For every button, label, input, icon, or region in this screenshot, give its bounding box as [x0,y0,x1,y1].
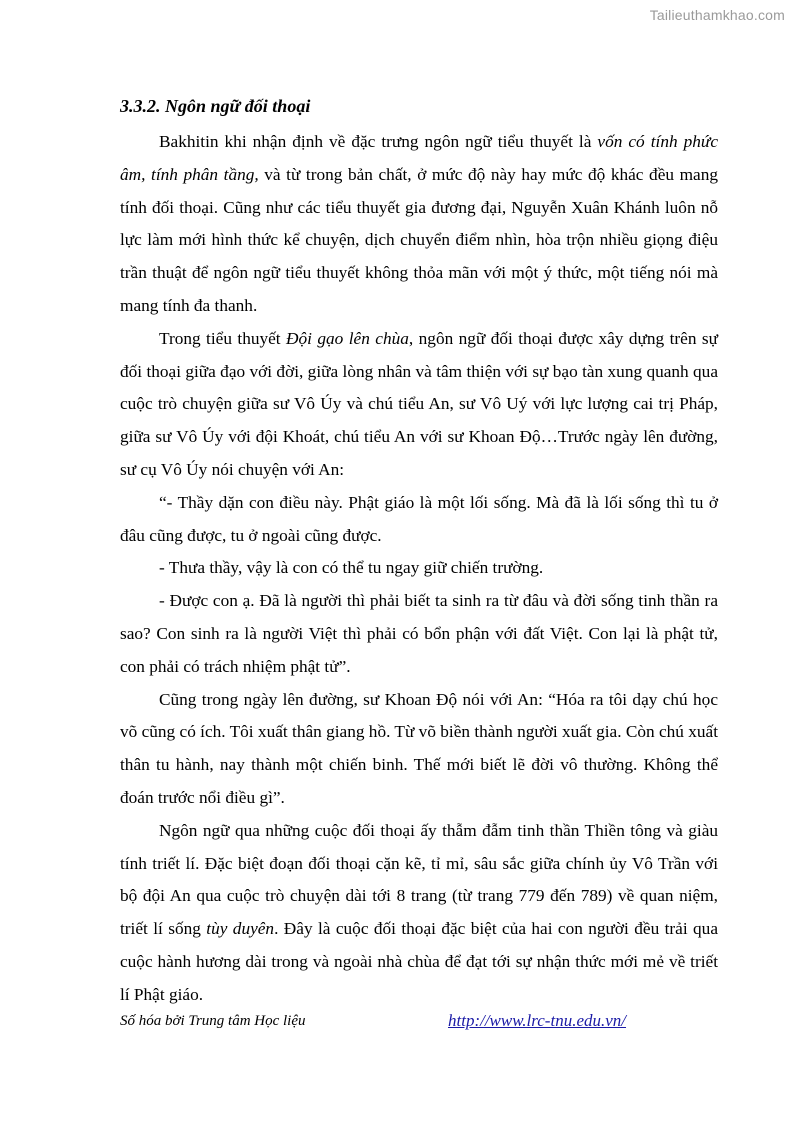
paragraph [120,552,718,585]
page-footer [120,1013,720,1035]
paragraph [120,815,718,1012]
paragraph [120,323,718,487]
text-run: - Được con ạ. Đã là người thì phải biết ta sinh ra từ đâu và đời sống tinh thần ra sao? Con sinh ra là người Việt thì phải có bổn phận với đất Việt. Con lại là phật tử, con phải có trách nhiệm phật tử”. [120,591,718,676]
paragraph [120,684,718,815]
watermark-text: Tailieuthamkhao.com [649,7,785,23]
italic-text: vốn có tính phức âm, tính phân tầng, [120,132,718,184]
footer-digitized-by: Số hóa bởi Trung tâm Học liệu [120,1013,306,1029]
text-run: Ngôn ngữ qua những cuộc đối thoại ấy thẫm đẫm tinh thần Thiền tông và giàu tính triết lí. Đặc biệt đoạn đối thoại cặn kẽ, tỉ mỉ, sâu sắc giữa chính ủy Vô Trần với bộ đội An qua cuộc trò chuyện dài tới 8 trang (từ trang 779 đến 789) về quan niệm, triết lí sống [120,820,718,939]
text-run: Bakhitin khi nhận định về đặc trưng ngôn ngữ tiểu thuyết là [159,132,598,151]
italic-text: tùy duyên [206,919,275,939]
text-run: và từ trong bản chất, ở mức độ này hay mức độ khác đều mang tính đối thoại. Cũng như các tiểu thuyết gia đương đại, Nguyễn Xuân Khánh luôn nỗ lực làm mới hình thức kể chuyện, dịch chuyển điểm nhìn, hòa trộn nhiều giọng điệu trần thuật để ngôn ngữ tiểu thuyết không thỏa mãn với một ý thức, một tiếng nói mà mang tính đa thanh. [120,164,718,315]
paragraph [120,487,718,553]
text-run: “- Thầy dặn con điều này. Phật giáo là một lối sống. Mà đã là lối sống thì tu ở đâu cũng được, tu ở ngoài cũng được. [120,492,718,545]
paragraph-list [120,126,718,1012]
paragraph [120,585,718,683]
text-run: Cũng trong ngày lên đường, sư Khoan Độ nói với An: “Hóa ra tôi dạy chú học võ cũng có ích. Tôi xuất thân giang hồ. Từ võ biền thành người xuất gia. Còn chú xuất thân tu hành, nay thành một chiến binh. Thế mới biết lẽ đời vô thường. Không thể đoán trước nổi điều gì”. [120,689,718,807]
italic-text: Đội gạo lên chùa [286,328,409,348]
paragraph [120,126,718,323]
text-run: - Thưa thầy, vậy là con có thể tu ngay giữ chiến trường. [159,558,544,578]
text-run: . Đây là cuộc đối thoại đặc biệt của hai con người đều trải qua cuộc hành hương dài trong và ngoài nhà chùa để đạt tới sự nhận thức mới mẻ về triết lí Phật giáo. [120,919,718,1004]
document-body [120,96,718,1012]
section-heading: 3.3.2. Ngôn ngữ đối thoại [120,96,311,116]
text-run: , ngôn ngữ đối thoại được xây dựng trên sự đối thoại giữa đạo với đời, giữa lòng nhân và tâm thiện với sự bạo tàn xung quanh qua cuộc trò chuyện giữa sư Vô Úy và chú tiểu An, sư Vô Uý với lực lượng cai trị Pháp, giữa sư Vô Úy với đội Khoát, chú tiểu An với sư Khoan Độ…Trước ngày lên đường, sư cụ Vô Úy nói chuyện với An: [120,328,718,479]
footer-link[interactable]: http://www.lrc-tnu.edu.vn/ [448,1011,627,1030]
text-run: Trong tiểu thuyết [159,328,287,348]
